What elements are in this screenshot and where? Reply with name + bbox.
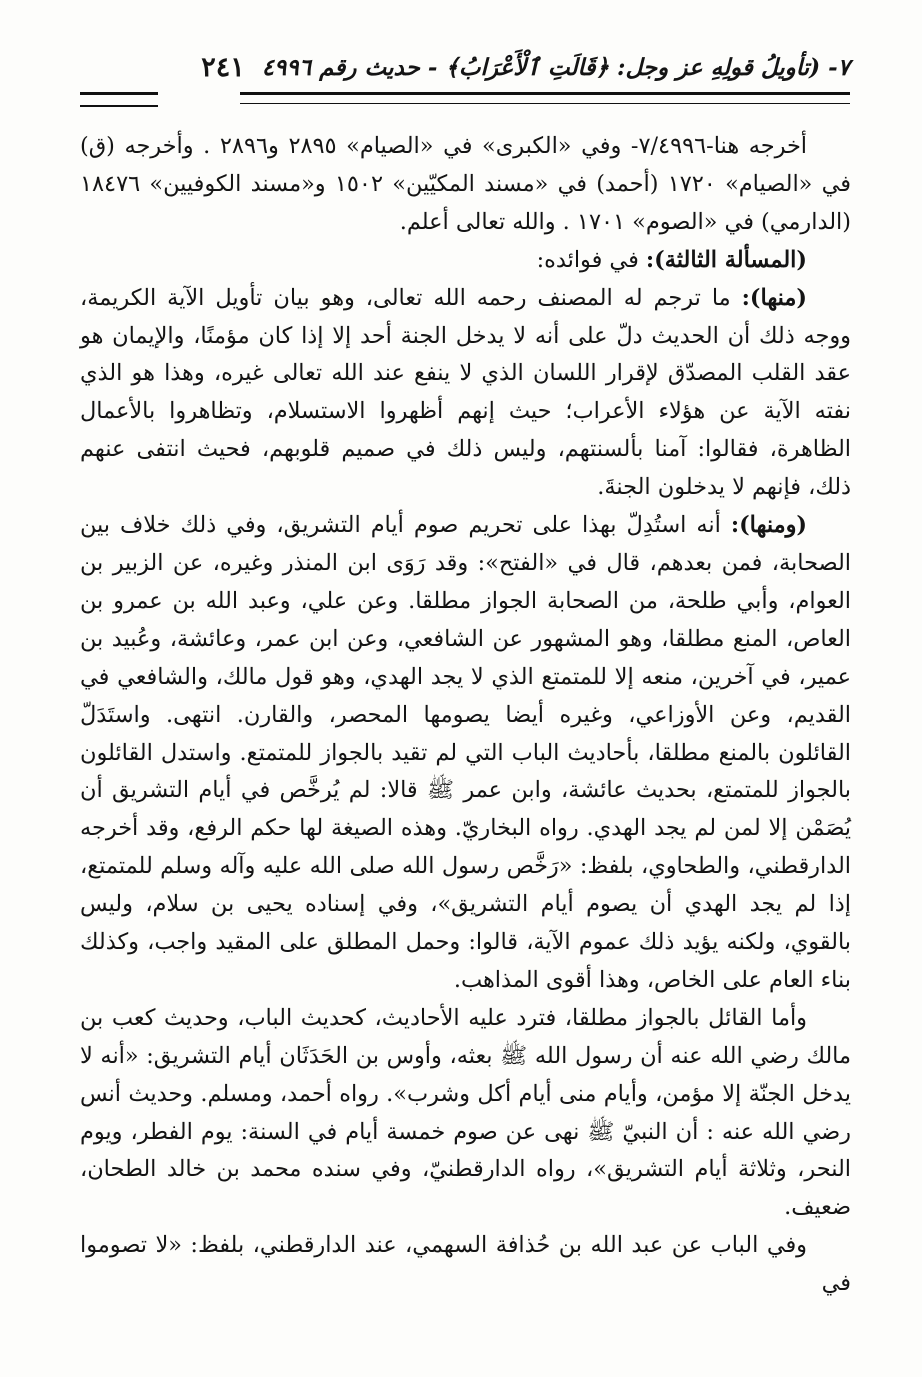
paragraph-label: (المسألة الثالثة): (645, 246, 807, 273)
header-rule (240, 92, 850, 104)
paragraph-label: (ومنها): (730, 512, 807, 539)
running-head: ٧- (تأويلُ قولِهِ عز وجل: ﴿قَالَتِ ٱلْأَعْرَابُ﴾ - حديث رقم ٤٩٩٦ (261, 54, 850, 81)
body-text (80, 128, 851, 1303)
paragraph-text: أخرجه هنا-٧/٤٩٩٦- وفي «الكبرى» في «الصيام» ٢٨٩٥ و٢٨٩٦ . وأخرجه (ق) في «الصيام» ١٧٢٠ (أحمد) في «مسند المكيّين» ١٥٠٢ و«مسند الكوفيين» ١٨٤٧٦ (الدارمي) في «الصوم» ١٧٠١ . والله تعالى أعلم. (80, 133, 852, 235)
paragraph-third-issue (80, 242, 851, 280)
paragraph-text: أنه استُدِلّ بهذا على تحريم صوم أيام التشريق، وفي ذلك خلاف بين الصحابة، فمن بعدهم، قال في «الفتح»: وقد رَوَى ابن المنذر وغيره، عن الزبير بن العوام، وأبي طلحة، من الصحابة الجواز مطلقا. وعن علي، وعبد الله بن عمرو بن العاص، المنع مطلقا، وهو المشهور عن الشافعي، وعن ابن عمر، وعائشة، وعُبيد بن عمير، في آخرين، منعه إلا للمتمتع الذي لا يجد الهدي، وهو قول مالك، والشافعي في القديم، وعن الأوزاعي، وغيره أيضا يصومها المحصر، والقارن. انتهى. واستَدَلّ القائلون بالمنع مطلقا، بأحاديث الباب التي لم تقيد بالجواز للمتمتع. واستدل القائلون بالجواز للمتمتع، بحديث عائشة، وابن عمر ﷺ قالا: لم يُرخَّص في أيام التشريق أن يُصَمْن إلا لمن لم يجد الهدي. رواه البخاريّ. وهذه الصيغة لها حكم الرفع، وقد أخرجه الدارقطني، والطحاوي، بلفظ: «رَخَّص رسول الله صلى الله عليه وآله وسلم للمتمتع، إذا لم يجد الهدي أن يصوم أيام التشريق»، وفي إسناده يحيى بن سلام، وليس بالقوي، ولكنه يؤيد ذلك عموم الآية، قالوا: وحمل المطلق على المقيد واجب، وكذلك بناء العام على الخاص، وهذا أقوى المذاهب. (80, 512, 851, 993)
paragraph-benefit-1 (80, 280, 851, 507)
header-rule-left (80, 92, 158, 107)
paragraph-benefit-2 (80, 507, 851, 1000)
paragraph-text: وفي الباب عن عبد الله بن حُذافة السهمي، عند الدارقطني، بلفظ: «لا تصوموا في (80, 1232, 851, 1297)
paragraph-text: ما ترجم له المصنف رحمه الله تعالى، وهو بيان تأويل الآية الكريمة، ووجه ذلك أن الحديث دلّ على أنه لا يدخل الجنة أحد إلا إذا كان مؤمنًا، والإيمان هو عقد القلب المصدّق لإقرار اللسان الذي لا ينفع عند الله تعالى غيره، وهذا هو الذي نفته الآية عن هؤلاء الأعراب؛ حيث إنهم أظهروا الاستسلام، وتظاهروا بالأعمال الظاهرة، فقالوا: آمنا بألسنتهم، وليس ذلك في صميم قلوبهم، فحيث انتفى عنهم ذلك، فإنهم لا يدخلون الجنةَ. (80, 284, 851, 501)
page-header (80, 52, 850, 112)
page-number: ٢٤١ (201, 52, 245, 83)
paragraph-text: في فوائده: (536, 246, 646, 273)
paragraph-takhrij (80, 128, 851, 242)
paragraph-absolute-permission (80, 1000, 851, 1227)
paragraph-text: وأما القائل بالجواز مطلقا، فترد عليه الأحاديث، كحديث الباب، وحديث كعب بن مالك رضي الله عنه أن رسول الله ﷺ بعثه، وأوس بن الحَدَثَان أيام التشريق: «أنه لا يدخل الجنّة إلا مؤمن، وأيام منى أيام أكل وشرب». رواه أحمد، ومسلم. وحديث أنس رضي الله عنه : أن النبيّ ﷺ نهى عن صوم خمسة أيام في السنة: يوم الفطر، ويوم النحر، وثلاثة أيام التشريق»، رواه الدارقطنيّ، وفي سنده محمد بن خالد الطحان، ضعيف. (80, 1004, 851, 1221)
paragraph-additional-hadith (80, 1227, 851, 1303)
paragraph-label: (منها): (741, 284, 807, 311)
